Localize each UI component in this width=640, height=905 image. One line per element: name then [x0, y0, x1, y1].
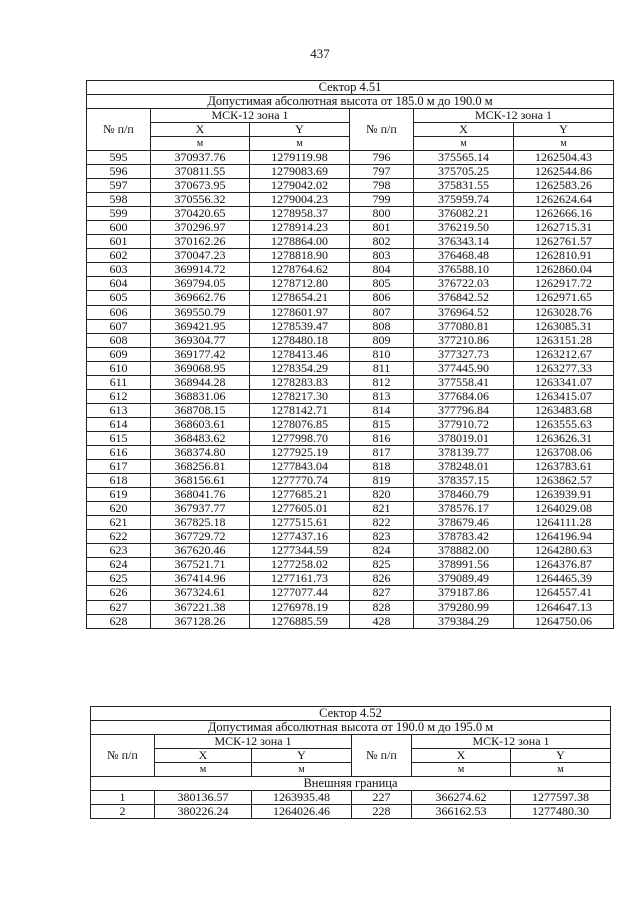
y-coordinate: 1278764.62	[250, 263, 350, 277]
y-coordinate: 1279119.98	[250, 151, 350, 165]
point-number: 804	[350, 263, 414, 277]
y-coordinate: 1263555.63	[514, 417, 614, 431]
point-number: 2	[91, 805, 155, 819]
x-coordinate: 375831.55	[414, 179, 514, 193]
sector-title: Сектор 4.52	[91, 707, 611, 721]
x-coordinate: 370296.97	[151, 221, 250, 235]
x-coordinate: 370556.32	[151, 193, 250, 207]
point-number: 801	[350, 221, 414, 235]
table-row	[87, 347, 614, 361]
y-coordinate: 1277605.01	[250, 502, 350, 516]
y-coordinate: 1262917.72	[514, 277, 614, 291]
y-coordinate: 1263935.48	[252, 791, 352, 805]
boundary-label: Внешняя граница	[91, 777, 611, 791]
x-coordinate: 379187.86	[414, 586, 514, 600]
coordinate-system-header: МСК-12 зона 1	[414, 109, 614, 123]
x-coordinate: 368831.06	[151, 389, 250, 403]
unit-label: м	[511, 763, 611, 777]
point-number: 610	[87, 361, 151, 375]
table-row	[87, 488, 614, 502]
x-coordinate: 375959.74	[414, 193, 514, 207]
y-coordinate: 1263028.76	[514, 305, 614, 319]
table-row	[87, 249, 614, 263]
sector-title: Сектор 4.51	[87, 81, 614, 95]
point-number: 803	[350, 249, 414, 263]
point-number: 818	[350, 460, 414, 474]
y-coordinate: 1278283.83	[250, 375, 350, 389]
table-row	[87, 263, 614, 277]
column-header-number: № п/п	[91, 735, 155, 777]
table-row	[87, 572, 614, 586]
y-coordinate: 1264111.28	[514, 516, 614, 530]
x-coordinate: 367521.71	[151, 558, 250, 572]
x-coordinate: 368256.81	[151, 460, 250, 474]
y-coordinate: 1264029.08	[514, 502, 614, 516]
x-coordinate: 367221.38	[151, 600, 250, 614]
point-number: 617	[87, 460, 151, 474]
y-coordinate: 1264280.63	[514, 544, 614, 558]
x-coordinate: 369662.76	[151, 291, 250, 305]
point-number: 621	[87, 516, 151, 530]
point-number: 624	[87, 558, 151, 572]
y-coordinate: 1262810.91	[514, 249, 614, 263]
table-row	[87, 600, 614, 614]
point-number: 626	[87, 586, 151, 600]
y-coordinate: 1278480.18	[250, 333, 350, 347]
x-coordinate: 375565.14	[414, 151, 514, 165]
point-number: 797	[350, 165, 414, 179]
column-header-y: Y	[514, 123, 614, 137]
point-number: 428	[350, 614, 414, 628]
point-number: 622	[87, 530, 151, 544]
y-coordinate: 1262761.57	[514, 235, 614, 249]
y-coordinate: 1278217.30	[250, 389, 350, 403]
y-coordinate: 1277077.44	[250, 586, 350, 600]
point-number: 605	[87, 291, 151, 305]
x-coordinate: 375705.25	[414, 165, 514, 179]
point-number: 816	[350, 431, 414, 445]
table-row	[87, 558, 614, 572]
y-coordinate: 1263626.31	[514, 431, 614, 445]
table-row	[87, 460, 614, 474]
point-number: 612	[87, 389, 151, 403]
x-coordinate: 368156.61	[151, 474, 250, 488]
point-number: 810	[350, 347, 414, 361]
x-coordinate: 376964.52	[414, 305, 514, 319]
x-coordinate: 367729.72	[151, 530, 250, 544]
y-coordinate: 1277998.70	[250, 431, 350, 445]
point-number: 597	[87, 179, 151, 193]
point-number: 798	[350, 179, 414, 193]
x-coordinate: 369177.42	[151, 347, 250, 361]
x-coordinate: 378991.56	[414, 558, 514, 572]
x-coordinate: 367324.61	[151, 586, 250, 600]
point-number: 625	[87, 572, 151, 586]
table-row	[87, 389, 614, 403]
y-coordinate: 1262544.86	[514, 165, 614, 179]
y-coordinate: 1264376.87	[514, 558, 614, 572]
x-coordinate: 376842.52	[414, 291, 514, 305]
y-coordinate: 1263415.07	[514, 389, 614, 403]
x-coordinate: 368374.80	[151, 445, 250, 459]
x-coordinate: 367937.77	[151, 502, 250, 516]
point-number: 628	[87, 614, 151, 628]
table-row	[87, 165, 614, 179]
column-header-x: X	[414, 123, 514, 137]
x-coordinate: 368708.15	[151, 403, 250, 417]
point-number: 227	[352, 791, 412, 805]
y-coordinate: 1262860.04	[514, 263, 614, 277]
table-row	[87, 361, 614, 375]
point-number: 806	[350, 291, 414, 305]
column-header-x: X	[412, 749, 511, 763]
table-row	[87, 179, 614, 193]
x-coordinate: 378783.42	[414, 530, 514, 544]
x-coordinate: 376722.03	[414, 277, 514, 291]
table-row	[87, 544, 614, 558]
point-number: 809	[350, 333, 414, 347]
x-coordinate: 377910.72	[414, 417, 514, 431]
y-coordinate: 1263277.33	[514, 361, 614, 375]
y-coordinate: 1264465.39	[514, 572, 614, 586]
point-number: 812	[350, 375, 414, 389]
point-number: 817	[350, 445, 414, 459]
column-header-number: № п/п	[352, 735, 412, 777]
y-coordinate: 1279083.69	[250, 165, 350, 179]
x-coordinate: 379280.99	[414, 600, 514, 614]
point-number: 826	[350, 572, 414, 586]
y-coordinate: 1263085.31	[514, 319, 614, 333]
x-coordinate: 380136.57	[155, 791, 252, 805]
column-header-y: Y	[250, 123, 350, 137]
table-row	[87, 151, 614, 165]
y-coordinate: 1264557.41	[514, 586, 614, 600]
x-coordinate: 369794.05	[151, 277, 250, 291]
point-number: 601	[87, 235, 151, 249]
table-row	[87, 474, 614, 488]
y-coordinate: 1278076.85	[250, 417, 350, 431]
point-number: 802	[350, 235, 414, 249]
x-coordinate: 369421.95	[151, 319, 250, 333]
y-coordinate: 1277258.02	[250, 558, 350, 572]
point-number: 807	[350, 305, 414, 319]
x-coordinate: 377210.86	[414, 333, 514, 347]
y-coordinate: 1278712.80	[250, 277, 350, 291]
point-number: 614	[87, 417, 151, 431]
table-row	[87, 193, 614, 207]
x-coordinate: 370937.76	[151, 151, 250, 165]
y-coordinate: 1277843.04	[250, 460, 350, 474]
table-row	[87, 445, 614, 459]
y-coordinate: 1264196.94	[514, 530, 614, 544]
point-number: 599	[87, 207, 151, 221]
point-number: 813	[350, 389, 414, 403]
x-coordinate: 378019.01	[414, 431, 514, 445]
altitude-range: Допустимая абсолютная высота от 185.0 м до 190.0 м	[87, 95, 614, 109]
altitude-range: Допустимая абсолютная высота от 190.0 м до 195.0 м	[91, 721, 611, 735]
y-coordinate: 1278958.37	[250, 207, 350, 221]
x-coordinate: 369068.95	[151, 361, 250, 375]
x-coordinate: 369304.77	[151, 333, 250, 347]
table-row	[87, 235, 614, 249]
y-coordinate: 1278413.46	[250, 347, 350, 361]
y-coordinate: 1279042.02	[250, 179, 350, 193]
y-coordinate: 1263783.61	[514, 460, 614, 474]
point-number: 823	[350, 530, 414, 544]
column-header-x: X	[151, 123, 250, 137]
y-coordinate: 1263341.07	[514, 375, 614, 389]
y-coordinate: 1263212.67	[514, 347, 614, 361]
point-number: 808	[350, 319, 414, 333]
table-row	[87, 403, 614, 417]
x-coordinate: 377327.73	[414, 347, 514, 361]
x-coordinate: 376219.50	[414, 221, 514, 235]
point-number: 616	[87, 445, 151, 459]
x-coordinate: 369914.72	[151, 263, 250, 277]
x-coordinate: 377080.81	[414, 319, 514, 333]
x-coordinate: 370673.95	[151, 179, 250, 193]
unit-label: м	[514, 137, 614, 151]
unit-label: м	[155, 763, 252, 777]
x-coordinate: 369550.79	[151, 305, 250, 319]
column-header-y: Y	[252, 749, 352, 763]
point-number: 618	[87, 474, 151, 488]
x-coordinate: 370162.26	[151, 235, 250, 249]
y-coordinate: 1263862.57	[514, 474, 614, 488]
y-coordinate: 1263939.91	[514, 488, 614, 502]
y-coordinate: 1277770.74	[250, 474, 350, 488]
table-row	[87, 277, 614, 291]
x-coordinate: 367825.18	[151, 516, 250, 530]
table-row	[87, 530, 614, 544]
y-coordinate: 1262971.65	[514, 291, 614, 305]
y-coordinate: 1278914.23	[250, 221, 350, 235]
x-coordinate: 376082.21	[414, 207, 514, 221]
y-coordinate: 1277685.21	[250, 488, 350, 502]
point-number: 596	[87, 165, 151, 179]
x-coordinate: 370047.23	[151, 249, 250, 263]
point-number: 609	[87, 347, 151, 361]
y-coordinate: 1278601.97	[250, 305, 350, 319]
x-coordinate: 378460.79	[414, 488, 514, 502]
point-number: 606	[87, 305, 151, 319]
unit-label: м	[414, 137, 514, 151]
table-row	[91, 791, 611, 805]
point-number: 805	[350, 277, 414, 291]
column-header-y: Y	[511, 749, 611, 763]
x-coordinate: 378679.46	[414, 516, 514, 530]
point-number: 824	[350, 544, 414, 558]
x-coordinate: 368944.28	[151, 375, 250, 389]
x-coordinate: 377558.41	[414, 375, 514, 389]
point-number: 821	[350, 502, 414, 516]
point-number: 608	[87, 333, 151, 347]
y-coordinate: 1279004.23	[250, 193, 350, 207]
x-coordinate: 376343.14	[414, 235, 514, 249]
point-number: 822	[350, 516, 414, 530]
y-coordinate: 1263483.68	[514, 403, 614, 417]
point-number: 604	[87, 277, 151, 291]
y-coordinate: 1277344.59	[250, 544, 350, 558]
x-coordinate: 370811.55	[151, 165, 250, 179]
y-coordinate: 1276978.19	[250, 600, 350, 614]
table-row	[87, 333, 614, 347]
point-number: 814	[350, 403, 414, 417]
y-coordinate: 1277480.30	[511, 805, 611, 819]
y-coordinate: 1264026.46	[252, 805, 352, 819]
point-number: 819	[350, 474, 414, 488]
x-coordinate: 378248.01	[414, 460, 514, 474]
point-number: 828	[350, 600, 414, 614]
x-coordinate: 367414.96	[151, 572, 250, 586]
table-row	[87, 586, 614, 600]
page-number: 437	[310, 46, 330, 61]
table-row	[87, 305, 614, 319]
point-number: 603	[87, 263, 151, 277]
point-number: 615	[87, 431, 151, 445]
table-row	[91, 805, 611, 819]
y-coordinate: 1278539.47	[250, 319, 350, 333]
x-coordinate: 379384.29	[414, 614, 514, 628]
coordinate-system-header: МСК-12 зона 1	[412, 735, 611, 749]
y-coordinate: 1277437.16	[250, 530, 350, 544]
x-coordinate: 377796.84	[414, 403, 514, 417]
point-number: 607	[87, 319, 151, 333]
table-row	[87, 375, 614, 389]
y-coordinate: 1262504.43	[514, 151, 614, 165]
x-coordinate: 368483.62	[151, 431, 250, 445]
column-header-x: X	[155, 749, 252, 763]
y-coordinate: 1262666.16	[514, 207, 614, 221]
table-row	[87, 516, 614, 530]
x-coordinate: 377684.06	[414, 389, 514, 403]
sector-4-52-table	[90, 706, 611, 819]
coordinate-system-header: МСК-12 зона 1	[151, 109, 350, 123]
y-coordinate: 1262583.26	[514, 179, 614, 193]
point-number: 595	[87, 151, 151, 165]
point-number: 800	[350, 207, 414, 221]
point-number: 1	[91, 791, 155, 805]
x-coordinate: 378357.15	[414, 474, 514, 488]
y-coordinate: 1263708.06	[514, 445, 614, 459]
unit-label: м	[151, 137, 250, 151]
x-coordinate: 367128.26	[151, 614, 250, 628]
unit-label: м	[250, 137, 350, 151]
y-coordinate: 1263151.28	[514, 333, 614, 347]
x-coordinate: 368041.76	[151, 488, 250, 502]
y-coordinate: 1278864.00	[250, 235, 350, 249]
column-header-number: № п/п	[350, 109, 414, 151]
x-coordinate: 368603.61	[151, 417, 250, 431]
table-row	[87, 502, 614, 516]
y-coordinate: 1277597.38	[511, 791, 611, 805]
point-number: 796	[350, 151, 414, 165]
coordinate-system-header: МСК-12 зона 1	[155, 735, 352, 749]
x-coordinate: 376588.10	[414, 263, 514, 277]
y-coordinate: 1262624.64	[514, 193, 614, 207]
point-number: 815	[350, 417, 414, 431]
x-coordinate: 370420.65	[151, 207, 250, 221]
point-number: 228	[352, 805, 412, 819]
y-coordinate: 1277515.61	[250, 516, 350, 530]
point-number: 620	[87, 502, 151, 516]
table-row	[87, 614, 614, 628]
x-coordinate: 378139.77	[414, 445, 514, 459]
table-row	[87, 207, 614, 221]
y-coordinate: 1278354.29	[250, 361, 350, 375]
unit-label: м	[252, 763, 352, 777]
point-number: 799	[350, 193, 414, 207]
point-number: 598	[87, 193, 151, 207]
table-row	[87, 431, 614, 445]
sector-4-51-table	[86, 80, 614, 629]
y-coordinate: 1278654.21	[250, 291, 350, 305]
point-number: 827	[350, 586, 414, 600]
point-number: 811	[350, 361, 414, 375]
y-coordinate: 1278142.71	[250, 403, 350, 417]
point-number: 602	[87, 249, 151, 263]
table-row	[87, 417, 614, 431]
table-row	[87, 319, 614, 333]
column-header-number: № п/п	[87, 109, 151, 151]
point-number: 623	[87, 544, 151, 558]
point-number: 619	[87, 488, 151, 502]
x-coordinate: 377445.90	[414, 361, 514, 375]
y-coordinate: 1278818.90	[250, 249, 350, 263]
unit-label: м	[412, 763, 511, 777]
point-number: 825	[350, 558, 414, 572]
x-coordinate: 367620.46	[151, 544, 250, 558]
x-coordinate: 366162.53	[412, 805, 511, 819]
point-number: 820	[350, 488, 414, 502]
point-number: 611	[87, 375, 151, 389]
x-coordinate: 378576.17	[414, 502, 514, 516]
point-number: 600	[87, 221, 151, 235]
y-coordinate: 1277161.73	[250, 572, 350, 586]
x-coordinate: 379089.49	[414, 572, 514, 586]
table-row	[87, 221, 614, 235]
x-coordinate: 376468.48	[414, 249, 514, 263]
y-coordinate: 1262715.31	[514, 221, 614, 235]
y-coordinate: 1264647.13	[514, 600, 614, 614]
point-number: 613	[87, 403, 151, 417]
x-coordinate: 380226.24	[155, 805, 252, 819]
point-number: 627	[87, 600, 151, 614]
x-coordinate: 378882.00	[414, 544, 514, 558]
y-coordinate: 1276885.59	[250, 614, 350, 628]
y-coordinate: 1264750.06	[514, 614, 614, 628]
table-row	[87, 291, 614, 305]
x-coordinate: 366274.62	[412, 791, 511, 805]
y-coordinate: 1277925.19	[250, 445, 350, 459]
